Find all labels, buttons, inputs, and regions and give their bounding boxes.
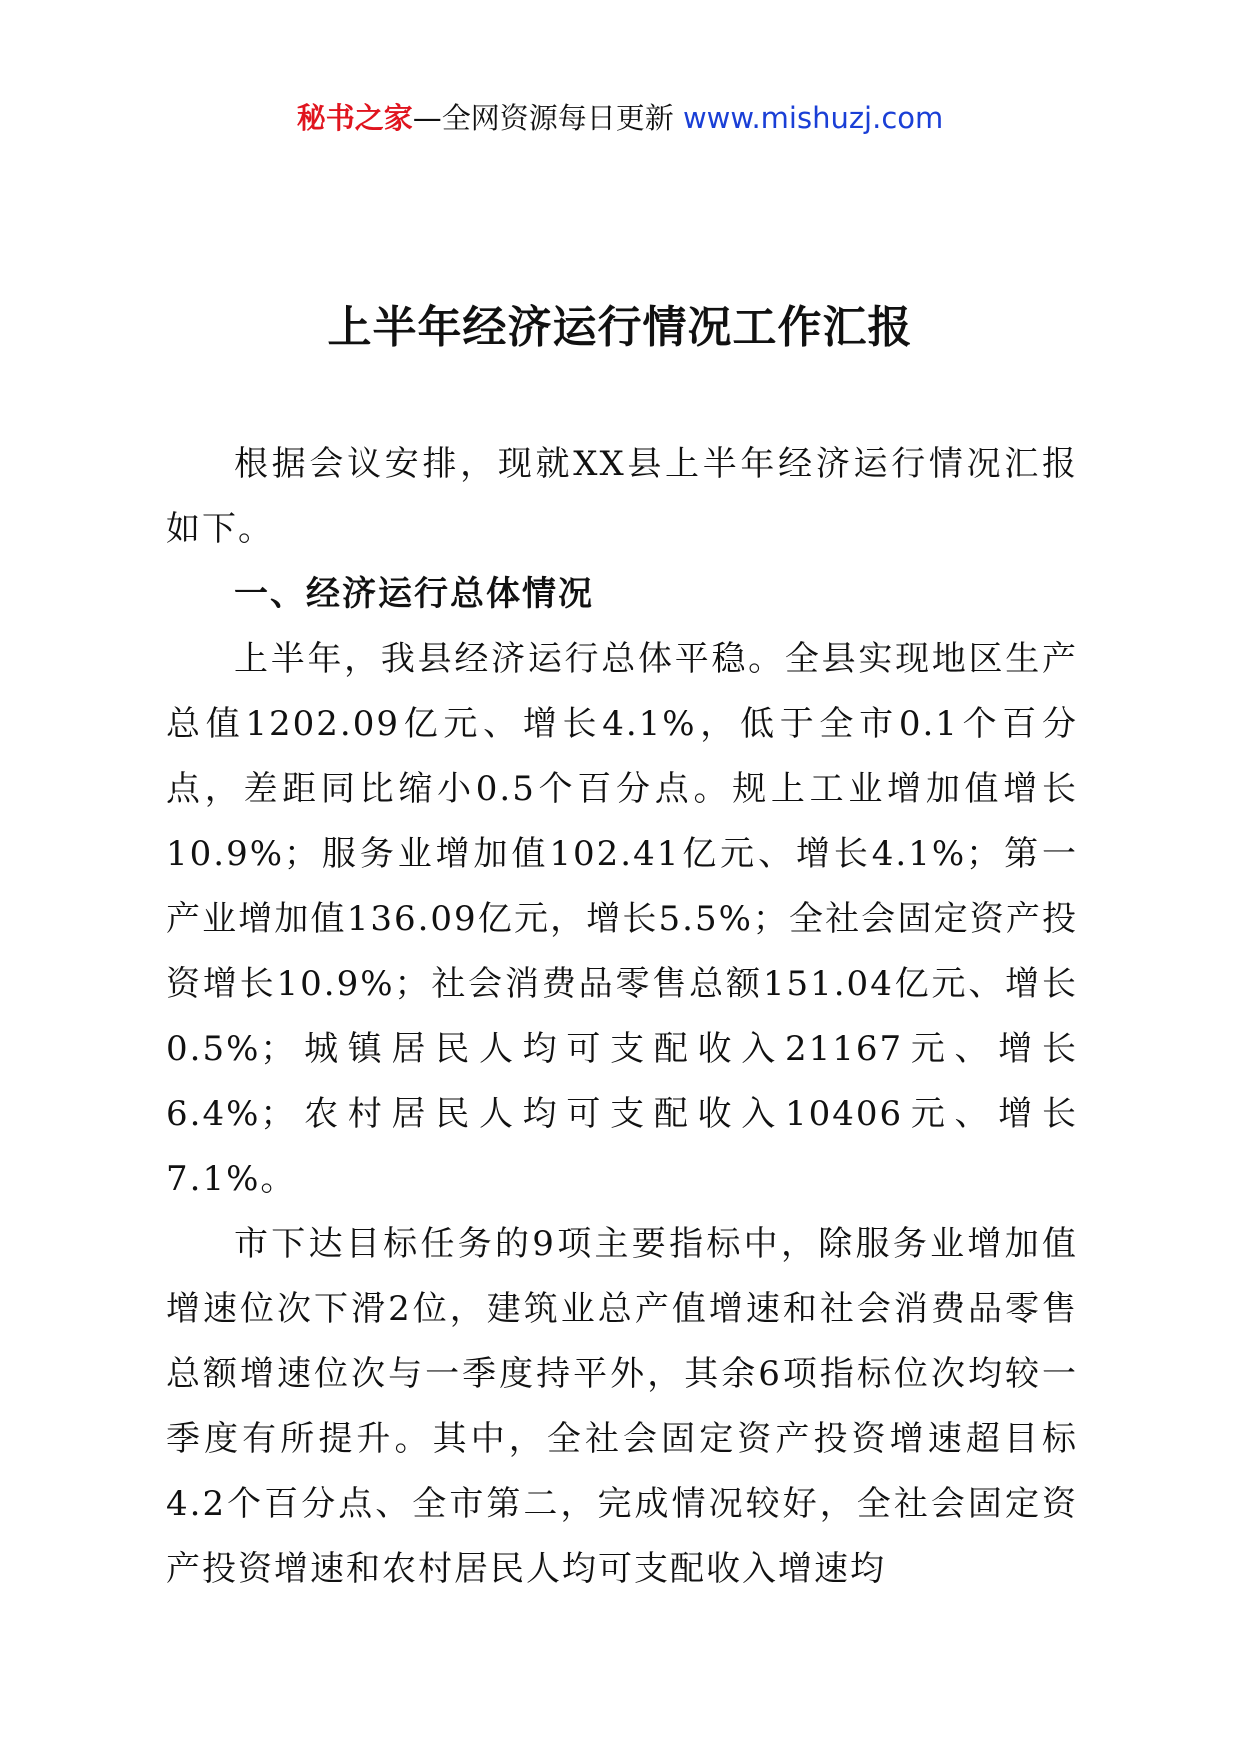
document-body [166, 432, 1078, 1602]
site-brand: 秘书之家 [296, 101, 413, 135]
body-paragraph: 市下达目标任务的9项主要指标中，除服务业增加值增速位次下滑2位，建筑业总产值增速和社会消费品零售总额增速位次与一季度持平外，其余6项指标位次均较一季度有所提升。其中，全社会固定资产投资增速超目标4.2个百分点、全市第二，完成情况较好，全社会固定资产投资增速和农村居民人均可支配收入增速均 [166, 1224, 1078, 1589]
document-title: 上半年经济运行情况工作汇报 [327, 302, 913, 353]
intro-paragraph: 根据会议安排，现就XX县上半年经济运行情况汇报如下。 [166, 444, 1078, 549]
site-url-link[interactable]: www.mishuzj.com [682, 101, 944, 135]
section-heading: 一、经济运行总体情况 [234, 574, 594, 614]
site-banner [0, 98, 1240, 138]
site-tagline: —全网资源每日更新 [412, 101, 674, 135]
body-paragraph: 上半年，我县经济运行总体平稳。全县实现地区生产总值1202.09亿元、增长4.1%，低于全市0.1个百分点，差距同比缩小0.5个百分点。规上工业增加值增长10.9%；服务业增加值102.41亿元、增长4.1%；第一产业增加值136.09亿元，增长5.5%；全社会固定资产投资增长10.9%；社会消费品零售总额151.04亿元、增长0.5%；城镇居民人均可支配收入21167元、增长6.4%；农村居民人均可支配收入10406元、增长7.1%。 [166, 639, 1078, 1199]
